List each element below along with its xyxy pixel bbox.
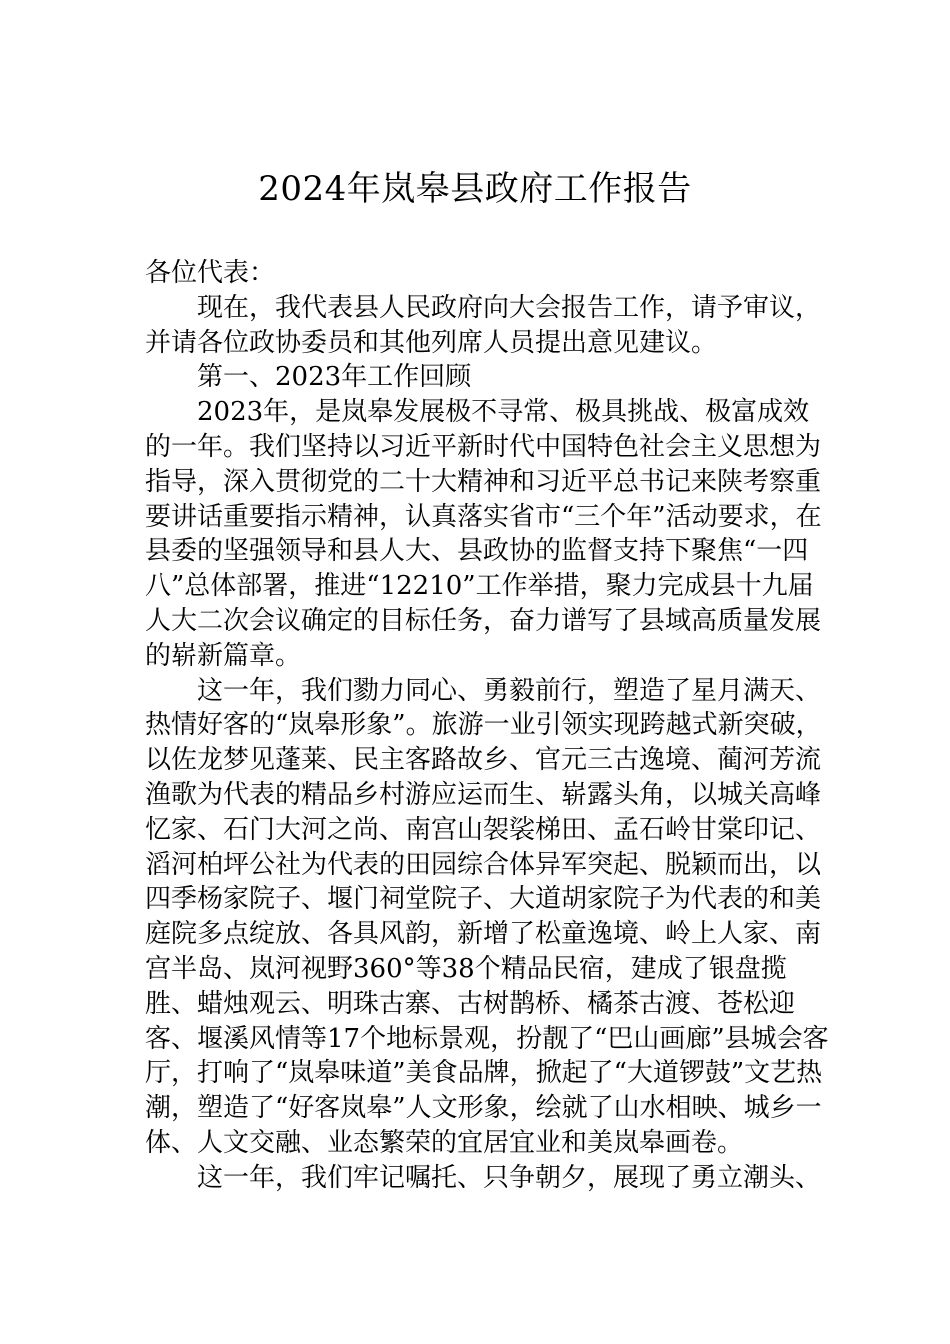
document-title: 2024年岚皋县政府工作报告	[258, 169, 692, 209]
section-heading: 第一、2023年工作回顾	[197, 362, 472, 393]
document-body	[145, 256, 835, 1196]
paragraph-tourism: 这一年，我们勠力同心、勇毅前行，塑造了星月满天、热情好客的“岚皋形象”。旅游一业引领实现跨越式新突破，以佐龙梦见蓬莱、民主客路故乡、官元三古逸境、蔺河芳流渔歌为代表的精品乡村游应运而生、崭露头角，以城关高峰忆家、石门大河之尚、南宫山袈裟梯田、孟石岭甘棠印记、滔河柏坪公社为代表的田园综合体异军突起、脱颖而出，以四季杨家院子、堰门祠堂院子、大道胡家院子为代表的和美庭院多点绽放、各具风韵，新增了松童逸境、岭上人家、南宫半岛、岚河视野360°等38个精品民宿，建成了银盘揽胜、蜡烛观云、明珠古寨、古树鹊桥、橘茶古渡、苍松迎客、堰溪风情等17个地标景观，扮靓了“巴山画廊”县城会客厅，打响了“岚皋味道”美食品牌，掀起了“大道锣鼓”文艺热潮，塑造了“好客岚皋”人文形象，绘就了山水相映、城乡一体、人文交融、业态繁荣的宜居宜业和美岚皋画卷。	[145, 675, 829, 1158]
paragraph-intro: 现在，我代表县人民政府向大会报告工作，请予审议，并请各位政协委员和其他列席人员提出意见建议。	[145, 292, 822, 358]
paragraph-2023-summary: 2023年，是岚皋发展极不寻常、极具挑战、极富成效的一年。我们坚持以习近平新时代中国特色社会主义思想为指导，深入贯彻党的二十大精神和习近平总书记来陕考察重要讲话重要指示精神，认真落实省市“三个年”活动要求，在县委的坚强领导和县人大、县政协的监督支持下聚焦“一四八”总体部署，推进“12210”工作举措，聚力完成县十九届人大二次会议确定的目标任务，奋力谱写了县域高质量发展的崭新篇章。	[145, 397, 822, 671]
paragraph-continued: 这一年，我们牢记嘱托、只争朝夕，展现了勇立潮头、	[197, 1162, 822, 1193]
salutation: 各位代表：	[145, 258, 276, 288]
